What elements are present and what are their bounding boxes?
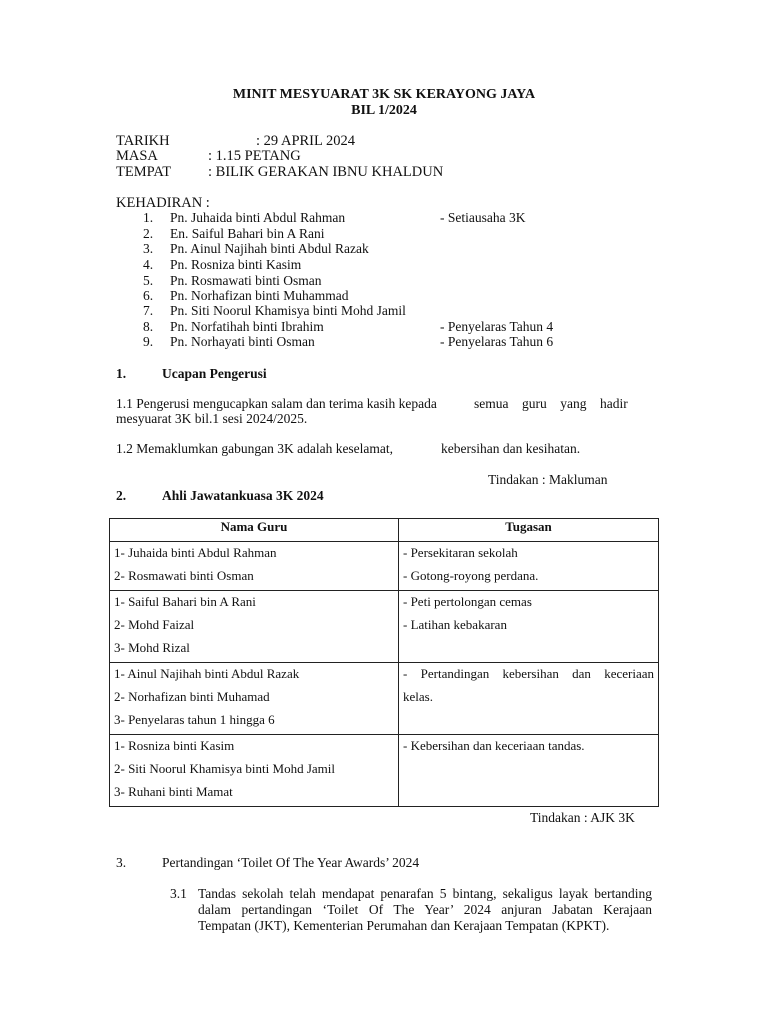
table-row — [110, 663, 659, 735]
attendee-number: 9. — [143, 334, 154, 349]
member-name: 3- Ruhani binti Mamat — [114, 784, 233, 799]
task-item: - Latihan kebakaran — [403, 617, 507, 632]
task-item-continued: kelas. — [403, 689, 433, 704]
section-1-para-1-line-2: mesyuarat 3K bil.1 sesi 2024/2025. — [116, 411, 308, 426]
member-name: 2- Rosmawati binti Osman — [114, 568, 254, 583]
member-name: 1- Saiful Bahari bin A Rani — [114, 594, 256, 609]
attendee-role: - Penyelaras Tahun 4 — [440, 319, 554, 334]
attendee-name: Pn. Rosniza binti Kasim — [170, 257, 302, 272]
table-cell-tasks — [399, 542, 659, 591]
section-1-para-2-a: 1.2 Memaklumkan gabungan 3K adalah keselamat, — [116, 441, 394, 456]
attendee-number: 1. — [143, 210, 154, 225]
meta-tempat-value: : BILIK GERAKAN IBNU KHALDUN — [208, 164, 444, 180]
attendee-name: Pn. Norhayati binti Osman — [170, 334, 315, 349]
section-2-heading: Ahli Jawatankuasa 3K 2024 — [162, 488, 324, 503]
table-cell-names — [110, 735, 399, 807]
member-name: 1- Juhaida binti Abdul Rahman — [114, 545, 277, 560]
section-1-para-1-line-1: 1.1 Pengerusi mengucapkan salam dan terima kasih kepada semua guru yang hadir — [116, 396, 628, 411]
section-2-tindakan: Tindakan : AJK 3K — [530, 810, 635, 825]
task-item: - Kebersihan dan keceriaan tandas. — [403, 738, 585, 753]
task-item: - Gotong-royong perdana. — [403, 568, 539, 583]
attendee-number: 3. — [143, 241, 154, 256]
attendee-name: Pn. Norhafizan binti Muhammad — [170, 288, 349, 303]
table-cell-tasks — [399, 591, 659, 663]
section-1-number: 1. — [116, 366, 127, 381]
attendee-name: Pn. Rosmawati binti Osman — [170, 273, 322, 288]
attendee-name: Pn. Siti Noorul Khamisya binti Mohd Jamil — [170, 303, 406, 318]
ajk-table — [109, 518, 659, 807]
section-3-para-line-1: Tandas sekolah telah mendapat penarafan 5 bintang, sekaligus layak bertanding — [198, 886, 652, 901]
section-1-para-2-b: kebersihan dan kesihatan. — [441, 441, 581, 456]
table-cell-names — [110, 663, 399, 735]
attendee-name: Pn. Norfatihah binti Ibrahim — [170, 319, 324, 334]
attendee-name: En. Saiful Bahari bin A Rani — [170, 226, 325, 241]
attendee-number: 8. — [143, 319, 154, 334]
attendee-name: Pn. Juhaida binti Abdul Rahman — [170, 210, 346, 225]
table-row — [110, 542, 659, 591]
table-row — [110, 591, 659, 663]
attendee-name: Pn. Ainul Najihah binti Abdul Razak — [170, 241, 369, 256]
kehadiran-label: KEHADIRAN : — [116, 195, 210, 211]
attendee-number: 4. — [143, 257, 154, 272]
member-name: 2- Mohd Faizal — [114, 617, 195, 632]
section-3-number: 3. — [116, 855, 127, 870]
doc-bil: BIL 1/2024 — [351, 103, 417, 118]
attendee-number: 7. — [143, 303, 154, 318]
attendee-number: 2. — [143, 226, 154, 241]
meta-masa-value: : 1.15 PETANG — [208, 148, 301, 164]
meta-masa-label: MASA — [116, 148, 158, 164]
section-3-para-line-3: Tempatan (JKT), Kementerian Perumahan dan Kerajaan Tempatan (KPKT). — [198, 918, 610, 933]
member-name: 1- Ainul Najihah binti Abdul Razak — [114, 666, 300, 681]
attendee-number: 6. — [143, 288, 154, 303]
meta-tempat-label: TEMPAT — [116, 164, 172, 180]
task-item: - Peti pertolongan cemas — [403, 594, 532, 609]
task-item: - Pertandingan kebersihan dan keceriaan — [403, 666, 654, 681]
section-1-heading: Ucapan Pengerusi — [162, 366, 267, 381]
task-item: - Persekitaran sekolah — [403, 545, 518, 560]
column-header-nama-guru: Nama Guru — [110, 519, 399, 542]
attendee-role: - Penyelaras Tahun 6 — [440, 334, 554, 349]
meta-tarikh-value: : 29 APRIL 2024 — [256, 133, 355, 149]
attendee-role: - Setiausaha 3K — [440, 210, 526, 225]
section-3-para-number: 3.1 — [170, 886, 187, 901]
table-cell-tasks — [399, 663, 659, 735]
doc-title: MINIT MESYUARAT 3K SK KERAYONG JAYA — [232, 87, 536, 102]
table-header-row — [110, 519, 659, 542]
column-header-tugasan: Tugasan — [399, 519, 659, 542]
member-name: 3- Penyelaras tahun 1 hingga 6 — [114, 712, 275, 727]
member-name: 2- Norhafizan binti Muhamad — [114, 689, 270, 704]
section-3-para-line-2: dalam pertandingan ‘Toilet Of The Year’ 2024 anjuran Jabatan Kerajaan — [198, 902, 652, 917]
table-cell-names — [110, 542, 399, 591]
meta-tarikh-label: TARIKH — [116, 133, 170, 149]
table-row — [110, 735, 659, 807]
attendee-number: 5. — [143, 273, 154, 288]
table-cell-tasks — [399, 735, 659, 807]
section-2-number: 2. — [116, 488, 127, 503]
section-1-tindakan: Tindakan : Makluman — [488, 472, 608, 487]
member-name: 1- Rosniza binti Kasim — [114, 738, 235, 753]
member-name: 3- Mohd Rizal — [114, 640, 190, 655]
table-cell-names — [110, 591, 399, 663]
member-name: 2- Siti Noorul Khamisya binti Mohd Jamil — [114, 761, 335, 776]
section-3-heading: Pertandingan ‘Toilet Of The Year Awards’ 2024 — [162, 855, 420, 870]
